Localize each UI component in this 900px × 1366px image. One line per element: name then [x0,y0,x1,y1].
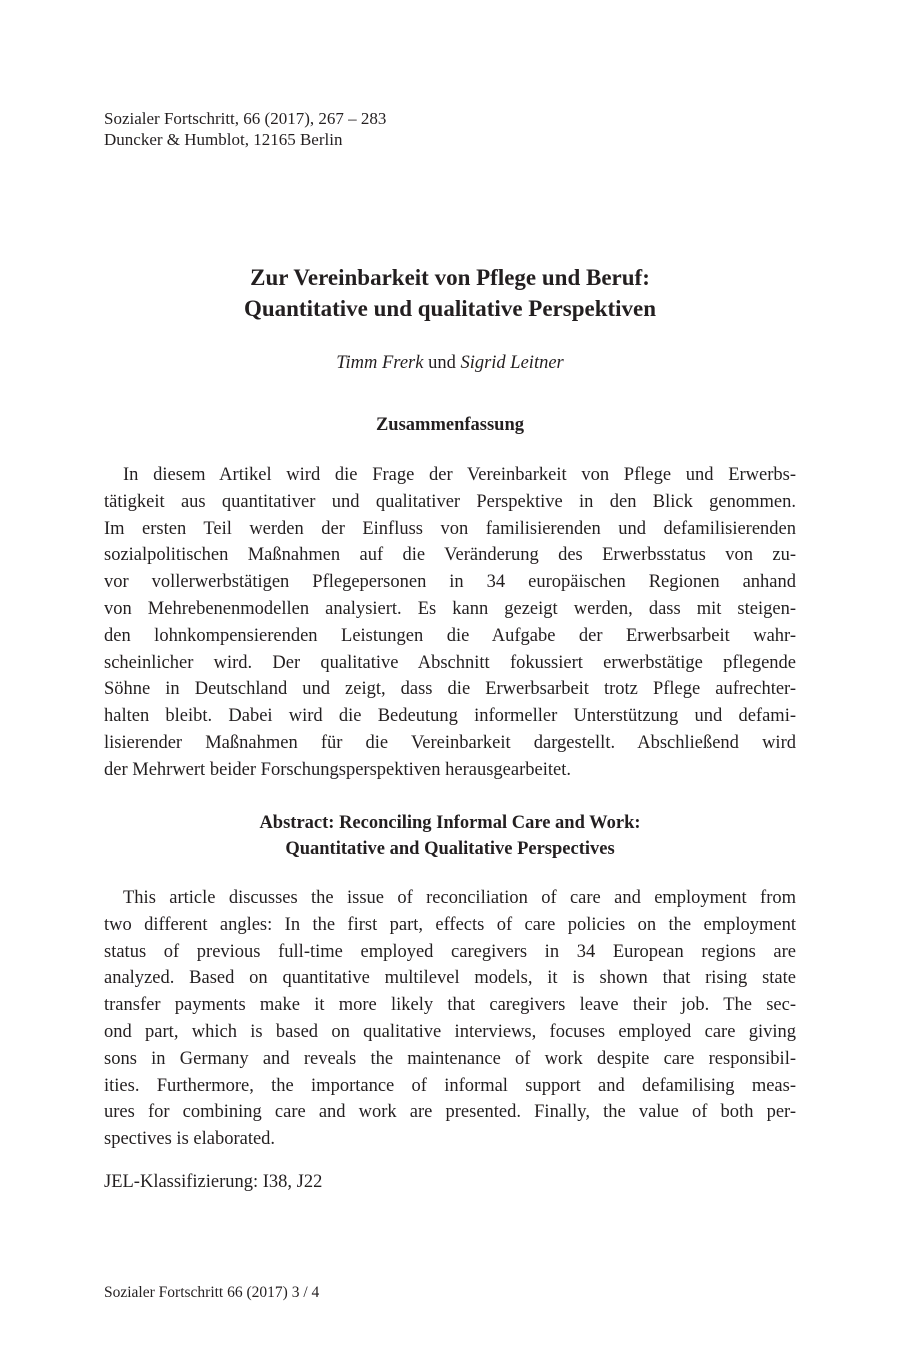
text-line: ures for combining care and work are presented. Finally, the value of both per- [104,1102,796,1123]
text-line: der Mehrwert beider Forschungsperspektiven herausgearbeitet. [104,759,571,780]
author-2: Sigrid Leitner [460,353,564,373]
text-line: Söhne in Deutschland und zeigt, dass die Erwerbsarbeit trotz Pflege aufrechter- [104,679,796,700]
text-line: transfer payments make it more likely that caregivers leave their job. The sec- [104,995,796,1016]
text-line: ond part, which is based on qualitative interviews, focuses employed care giving [104,1021,796,1042]
abstract-heading-line-1: Abstract: Reconciling Informal Care and Work: [259,813,641,833]
text-line: two different angles: In the first part, effects of care policies on the employment [104,914,796,935]
text-line: In diesem Artikel wird die Frage der Vereinbarkeit von Pflege und Erwerbs- [123,465,796,485]
text-line: analyzed. Based on quantitative multilevel models, it is shown that rising state [104,968,796,989]
abstract-paragraph [104,885,796,1153]
text-line: scheinlicher wird. Der qualitative Abschnitt fokussiert erwerbstätige pflegende [104,652,796,673]
text-line: spectives is elaborated. [104,1129,276,1150]
text-line: status of previous full-time employed caregivers in 34 European regions are [104,941,796,962]
jel-classification: JEL-Klassifizierung: I38, J22 [104,1172,323,1192]
text-line: ities. Furthermore, the importance of informal support and defamilising meas- [104,1075,796,1096]
author-1: Timm Frerk [336,353,424,373]
text-line: vor vollerwerbstätigen Pflegepersonen in 34 europäischen Regionen anhand [104,572,796,593]
text-line: sons in Germany and reveals the maintenance of work despite care responsibil- [104,1048,796,1069]
publisher-line: Duncker & Humblot, 12165 Berlin [104,130,343,149]
title-line-2: Quantitative und qualitative Perspektiven [243,296,657,321]
text-line: lisierender Maßnahmen für die Vereinbarkeit dargestellt. Abschließend wird [104,732,796,753]
zusammenfassung-paragraph [104,462,796,784]
text-line: von Mehrebenenmodellen analysiert. Es kann gezeigt werden, dass mit steigen- [104,598,796,619]
abstract-heading-line-2: Quantitative and Qualitative Perspectives [285,839,615,859]
text-line: This article discusses the issue of reconciliation of care and employment from [123,888,796,908]
text-line: sozialpolitischen Maßnahmen auf die Veränderung des Erwerbsstatus von zu- [104,545,796,566]
journal-header [104,108,386,150]
title-line-1: Zur Vereinbarkeit von Pflege und Beruf: [250,265,650,290]
journal-citation: Sozialer Fortschritt, 66 (2017), 267 – 283 [104,109,387,128]
zusammenfassung-heading [104,412,796,438]
text-line: tätigkeit aus quantitativer und qualitativer Perspektive in den Blick genommen. [104,491,796,512]
author-connector: und [428,353,456,373]
author-line [104,351,796,375]
page-footer: Sozialer Fortschritt 66 (2017) 3 / 4 [104,1284,320,1301]
abstract-heading [104,810,796,862]
text-line: Im ersten Teil werden der Einfluss von familisierenden und defamilisierenden [104,518,796,539]
text-line: halten bleibt. Dabei wird die Bedeutung informeller Unterstützung und defami- [104,706,796,727]
text-line: den lohnkompensierenden Leistungen die Aufgabe der Erwerbsarbeit wahr- [104,625,796,646]
zusammenfassung-heading-text: Zusammenfassung [375,415,525,435]
article-title [104,262,796,324]
